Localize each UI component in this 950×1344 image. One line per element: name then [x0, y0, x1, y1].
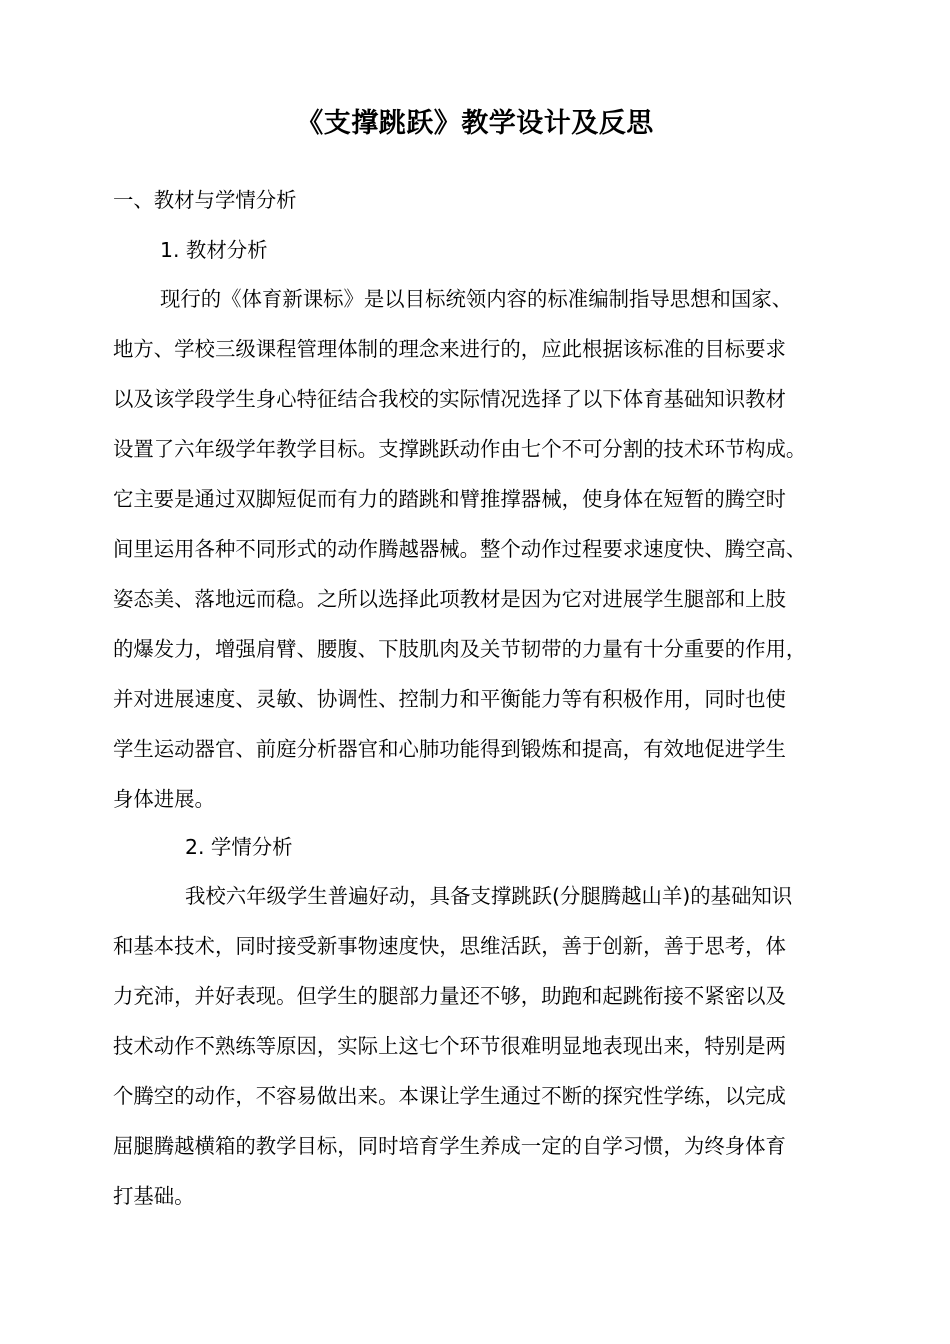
paragraph-student-analysis: [113, 881, 863, 1231]
paragraph-line: 屈腿腾越横箱的教学目标，同时培育学生养成一定的自学习惯，为终身体育: [113, 1134, 786, 1158]
subsection-heading-textbook-analysis: 1. 教材分析: [160, 238, 268, 262]
paragraph-line: 它主要是通过双脚短促而有力的踏跳和臂推撑器械，使身体在短暂的腾空时: [113, 487, 786, 511]
paragraph-line: 姿态美、落地远而稳。之所以选择此项教材是因为它对进展学生腿部和上肢: [113, 587, 786, 611]
paragraph-line: 个腾空的动作，不容易做出来。本课让学生通过不断的探究性学练，以完成: [113, 1084, 786, 1108]
section-heading: 一、教材与学情分析: [113, 188, 297, 212]
paragraph-line: 的爆发力，增强肩臂、腰腹、下肢肌肉及关节韧带的力量有十分重要的作用，: [113, 637, 807, 661]
paragraph-textbook-analysis: [113, 284, 863, 834]
paragraph-line: 并对进展速度、灵敏、协调性、控制力和平衡能力等有积极作用，同时也使: [113, 687, 786, 711]
paragraph-line: 现行的《体育新课标》是以目标统领内容的标准编制指导思想和国家、: [160, 287, 793, 311]
paragraph-line: 和基本技术，同时接受新事物速度快，思维活跃，善于创新，善于思考，体: [113, 934, 786, 958]
subsection-heading-student-analysis: 2. 学情分析: [185, 835, 293, 859]
paragraph-line: 地方、学校三级课程管理体制的理念来进行的，应此根据该标准的目标要求: [113, 337, 786, 361]
paragraph-line: 学生运动器官、前庭分析器官和心肺功能得到锻炼和提高，有效地促进学生: [113, 737, 786, 761]
paragraph-line: 技术动作不熟练等原因，实际上这七个环节很难明显地表现出来，特别是两: [113, 1034, 786, 1058]
paragraph-line: 身体进展。: [113, 787, 215, 811]
paragraph-line: 我校六年级学生普遍好动，具备支撑跳跃(分腿腾越山羊)的基础知识: [185, 884, 793, 908]
paragraph-line: 打基础。: [113, 1184, 195, 1208]
paragraph-line: 设置了六年级学年教学目标。支撑跳跃动作由七个不可分割的技术环节构成。: [113, 437, 807, 461]
paragraph-line: 间里运用各种不同形式的动作腾越器械。整个动作过程要求速度快、腾空高、: [113, 537, 807, 561]
paragraph-line: 力充沛，并好表现。但学生的腿部力量还不够，助跑和起跳衔接不紧密以及: [113, 984, 786, 1008]
paragraph-line: 以及该学段学生身心特征结合我校的实际情况选择了以下体育基础知识教材: [113, 387, 786, 411]
document-title: 《支撑跳跃》教学设计及反思: [296, 108, 654, 139]
